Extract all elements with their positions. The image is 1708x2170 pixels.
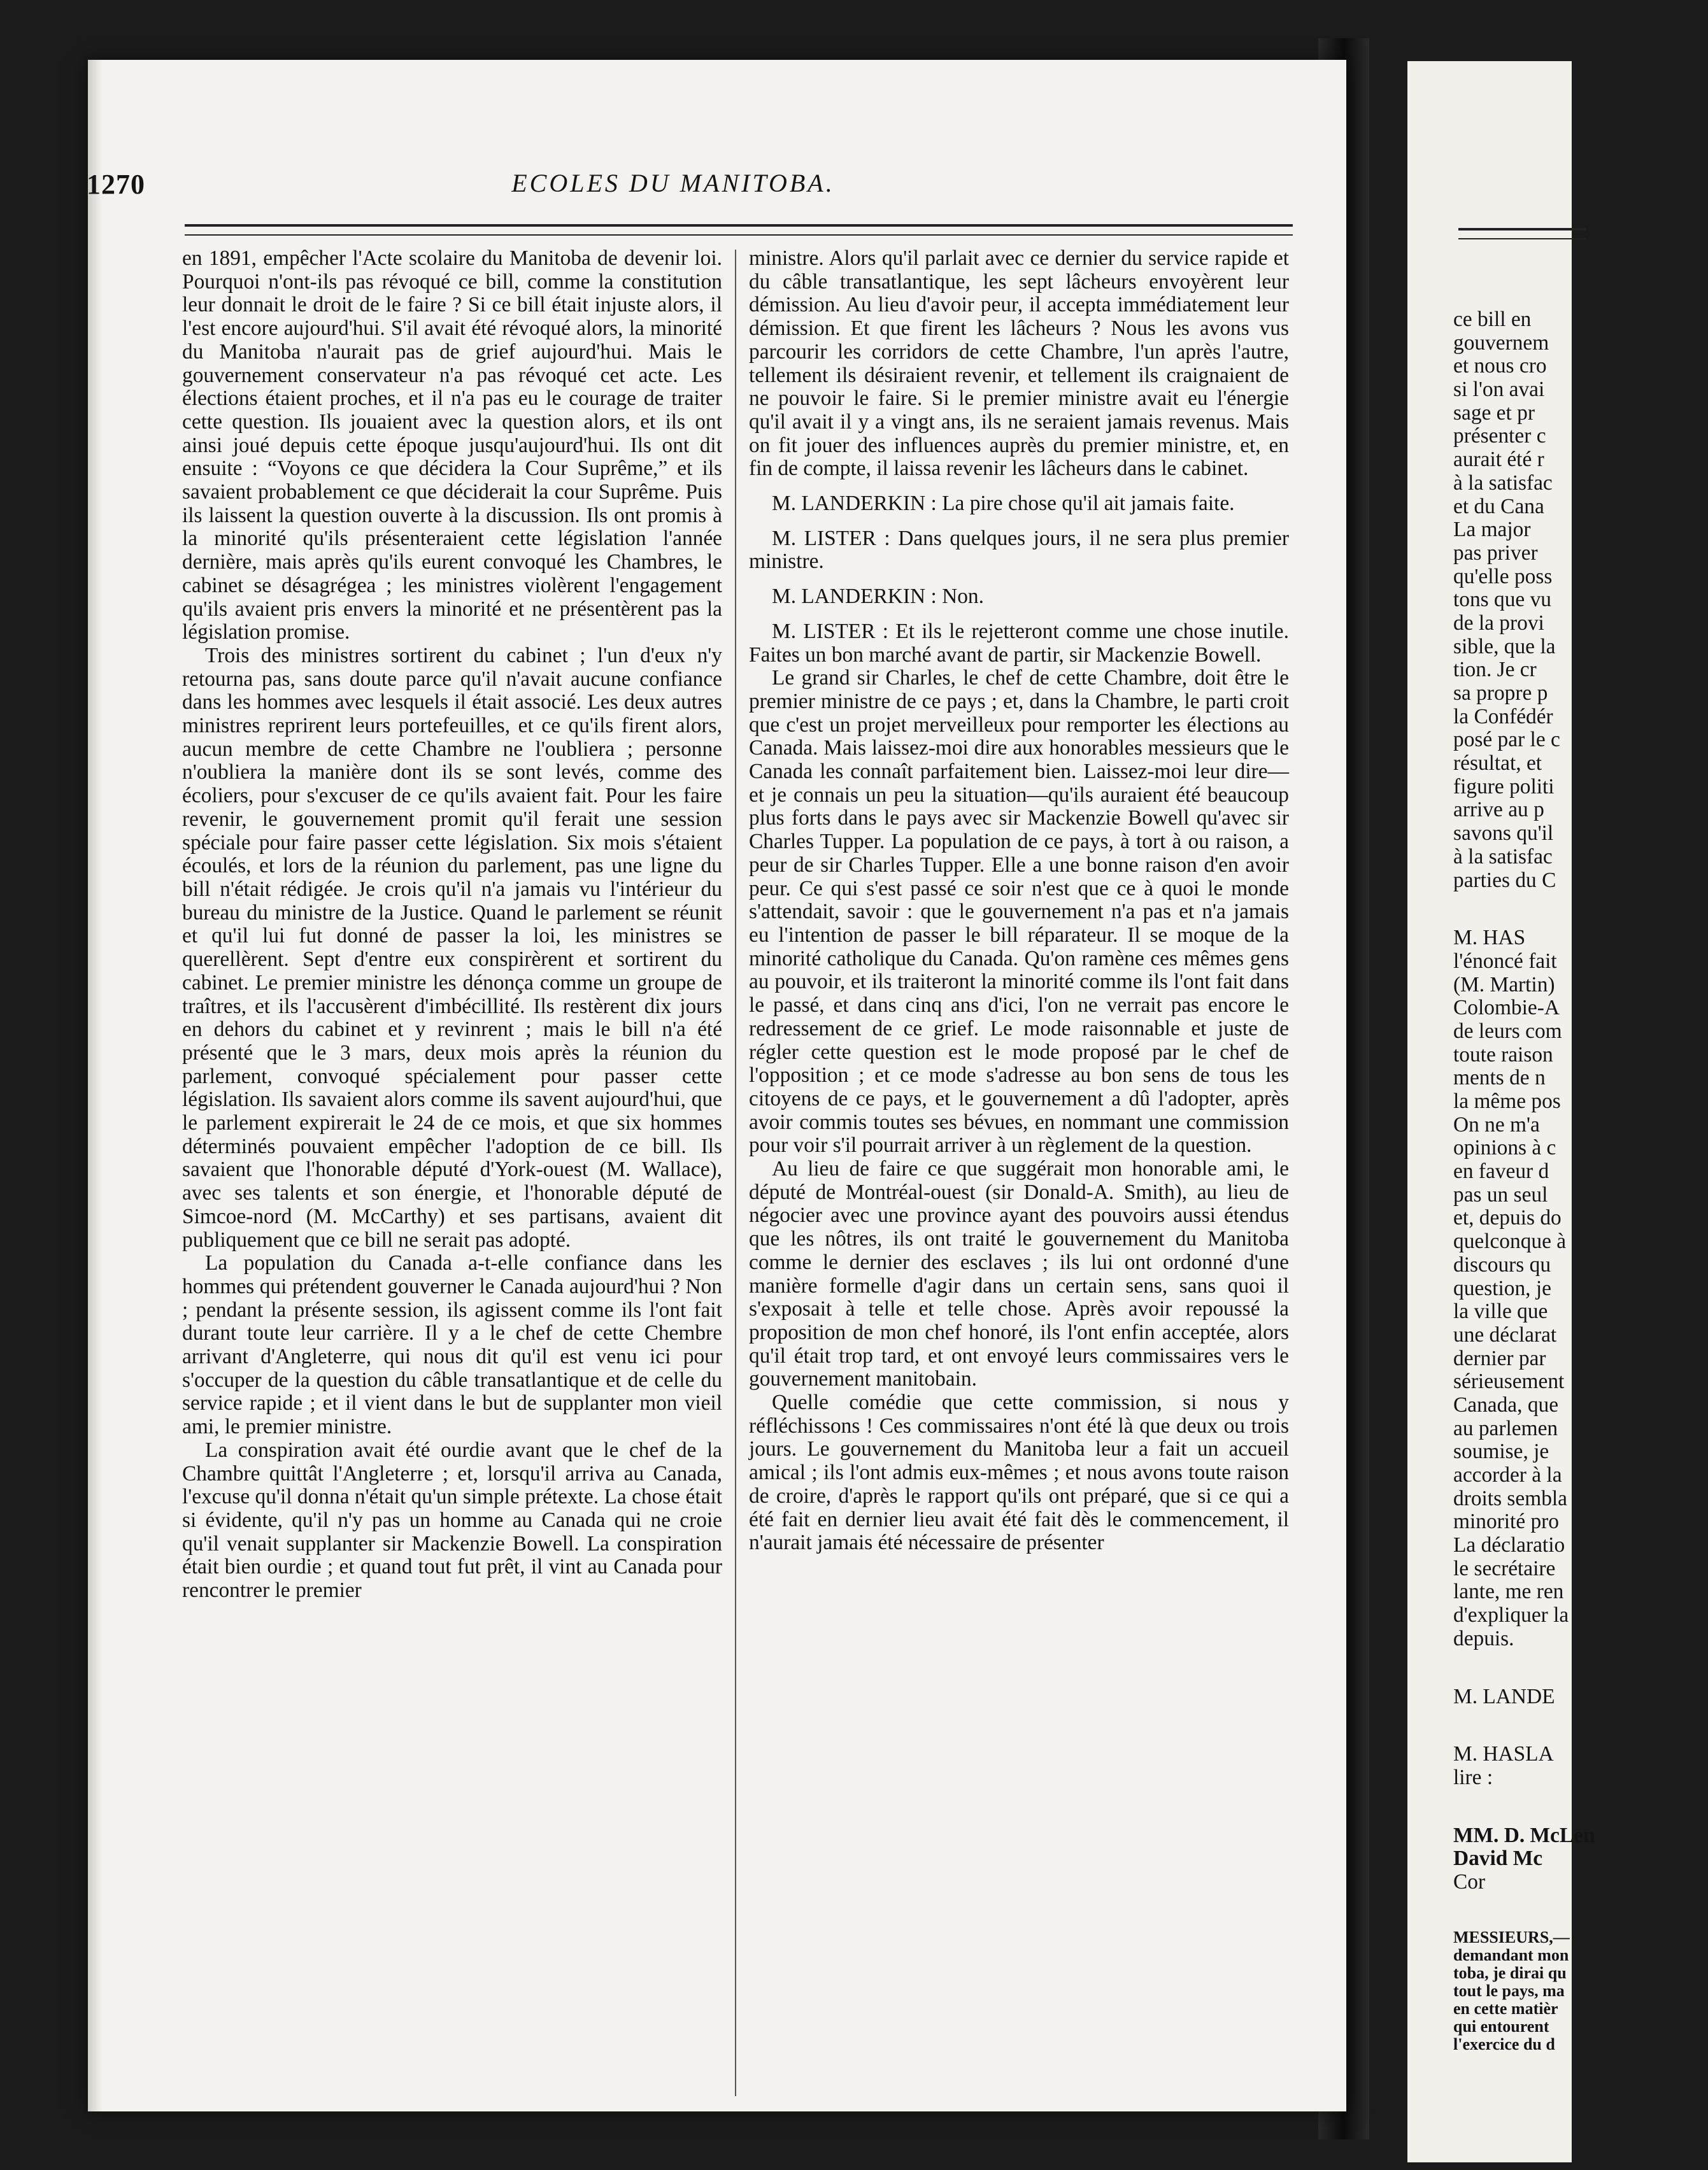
text-line: ments de n xyxy=(1453,1066,1546,1090)
text-line: On ne m'a xyxy=(1453,1112,1540,1137)
text-line: droits sembla xyxy=(1453,1486,1567,1510)
text-line: lire : xyxy=(1453,1765,1493,1789)
text-line: dernier par xyxy=(1453,1346,1546,1370)
text-line: si l'on avai xyxy=(1453,378,1545,402)
text-line: La major xyxy=(1453,518,1531,542)
speech-text: Dans quelques jours, il ne sera plus premier ministre. xyxy=(749,526,1289,574)
text-line: et nous cro xyxy=(1453,354,1547,378)
text-line: tion. Je cr xyxy=(1453,658,1537,682)
paragraph: ministre. Alors qu'il parlait avec ce dernier du service rapide et du câble transatlantique, les sept lâcheurs envoyèrent leur démission. Au lieu d'avoir peur, il accepta immédiatement leur démission. Et que firent les lâcheurs ? Nous les avons vus parcourir les corridors de cette Chambre, l'un après l'autre, tellement ils désiraient revenir, et tellement ils craignaient de ne pouvoir le faire. Si le premier ministre avait eu l'énergie qu'il avait il y a vingt ans, ils ne seraient jamais revenus. Mais on fit jouer des influences auprès du premier ministre, et, en fin de compte, il laissa revenir les lâcheurs dans le cabinet. xyxy=(749,246,1289,481)
speech xyxy=(749,492,1289,516)
text-line xyxy=(1453,892,1708,926)
text-line xyxy=(1453,1790,1708,1824)
left-column xyxy=(182,247,722,1603)
speaker-name: M. LANDERKIN : xyxy=(772,492,937,516)
paragraph: La population du Canada a-t-elle confiance dans les hommes qui prétendent gouverner le Canada aujourd'hui ? Non ; pendant la présente session, ils agissent comme ils l'ont fait durant toute leur carrière. Il y a le chef de cette Chembre arrivant d'Angleterre, qui nous dit qu'il est venu ici pour s'occuper de la question du câble transatlantique et de celle du service rapide ; et il vient dans le but de supplanter mon vieil ami, le premier ministre. xyxy=(182,1251,722,1439)
text-line: ce bill en xyxy=(1453,308,1532,331)
text-line: de la provi xyxy=(1453,611,1544,635)
text-line: l'exercice du d xyxy=(1453,2034,1555,2053)
header-rule-thin xyxy=(1458,238,1586,239)
text-line: et du Cana xyxy=(1453,494,1544,518)
paragraph: Le grand sir Charles, le chef de cette Chambre, doit être le premier ministre de ce pays ; et, dans la Chambre, le parti croit que c'est un projet merveilleux pour remporter les élections au Canada. Mais laissez-moi dire aux honorables messieurs que le Canada les connaît parfaitement bien. Laissez-moi leur dire—et je connais un peu la situation—qu'ils auraient été beaucoup plus forts dans le pays avec sir Mackenzie Bowell qu'avec sir Charles Tupper. La population de ce pays, à tort à ou raison, a peur de sir Charles Tupper. Elle a une bonne raison d'en avoir peur. Ce qui s'est passé ce soir n'est que ce à quoi le monde s'attendait, savoir : que le gouvernement n'a pas et n'a jamais eu l'intention de passer le bill réparateur. Il se moque de la minorité catholique du Canada. Qu'on ramène ces mêmes gens au pouvoir, et ils traiteront la minorité comme ils l'ont fait dans le passé, et dans cinq ans d'ici, l'on ne verrait pas encore le redressement de ce grief. Le mode raisonnable et juste de régler cette question est le mode proposé par le chef de l'opposition ; et ce mode s'adresse au bon sens de tous les citoyens de ce pays, et le gouvernement a dû l'adopter, après avoir commis toutes ses bévues, en nommant une commission pour voir s'il pourrait arriver à un règlement de la question. xyxy=(749,666,1289,1158)
text-line: sérieusement xyxy=(1453,1370,1565,1394)
next-page-fragment xyxy=(1407,61,1595,2162)
text-line: posé par le c xyxy=(1453,728,1560,752)
text-line: lante, me ren xyxy=(1453,1580,1564,1604)
text-line: sible, que la xyxy=(1453,634,1556,658)
text-line: MM. D. McLen xyxy=(1453,1823,1595,1847)
text-line: La déclaratio xyxy=(1453,1533,1565,1557)
header-rule-thin xyxy=(185,234,1293,236)
speaker-name: M. LISTER : xyxy=(772,526,890,550)
page-edge xyxy=(88,60,102,2111)
text-line: figure politi xyxy=(1453,774,1555,798)
header-rule xyxy=(185,224,1293,227)
text-line: gouvernem xyxy=(1453,330,1549,355)
text-line xyxy=(1453,1708,1708,1743)
text-line: à la satisfac xyxy=(1453,471,1553,495)
speech xyxy=(749,585,1289,609)
text-line: M. LANDE xyxy=(1453,1684,1555,1708)
text-line: en cette matièr xyxy=(1453,1999,1558,2018)
paragraph: Trois des ministres sortirent du cabinet ; l'un d'eux n'y retourna pas, sans doute parce qu'il n'avait aucune confiance dans les hommes avec lesquels il était associé. Les deux autres ministres reprirent leurs portefeuilles, et ce qu'ils firent alors, aucun membre de cette Chambre ne l'oubliera ; personne n'oubliera la manière dont ils se sont levés, comme des écoliers, pour s'excuser de ce qu'ils avaient fait. Pour les faire revenir, le gouvernement promit qu'il ferait une session spéciale pour faire passer cette législation. Six mois s'étaient écoulés, et lors de la réunion du parlement, pas une ligne du bill n'était rédigée. Je crois qu'il n'a jamais vu l'intérieur du bureau du ministre de la Justice. Quand le parlement se réunit et qu'il lui fut donné de passer la loi, les ministres se querellèrent. Sept d'entre eux conspirèrent et sortirent du cabinet. Le premier ministre les dénonça comme un groupe de traîtres, et ils l'accusèrent d'imbécillité. Ils restèrent dix jours en dehors du cabinet et y revinrent ; mais le bill n'a été présenté que le 3 mars, deux mois après la réunion du parlement, convoqué spécialement pour passer cette législation. Ils savaient alors comme ils savent aujourd'hui, que le parlement expirerait le 24 de ce mois, et que six hommes déterminés pouvaient empêcher l'adoption de ce bill. Ils savaient que l'honorable député d'York-ouest (M. Wallace), avec ses talents et son énergie, et l'honorable député de Simcoe-nord (M. McCarthy) et ses partisans, avaient dit publiquement que ce bill ne serait pas adopté. xyxy=(182,643,722,1252)
text-line: David Mc xyxy=(1453,1847,1543,1871)
text-line: Cor xyxy=(1453,1869,1486,1894)
speech xyxy=(749,527,1289,574)
text-line: tout le pays, ma xyxy=(1453,1981,1565,2000)
text-line: l'énoncé fait xyxy=(1453,949,1557,973)
text-line: sa propre p xyxy=(1453,681,1548,705)
text-line: tons que vu xyxy=(1453,588,1551,612)
text-line: d'expliquer la xyxy=(1453,1603,1569,1627)
text-line: M. HAS xyxy=(1453,926,1526,950)
text-line: discours qu xyxy=(1453,1252,1551,1277)
text-line: M. HASLA xyxy=(1453,1742,1554,1766)
text-line: une déclarat xyxy=(1453,1323,1557,1347)
text-line: la même pos xyxy=(1453,1089,1561,1113)
text-line: savons qu'il xyxy=(1453,821,1554,846)
text-line: sage et pr xyxy=(1453,401,1535,425)
next-page-lines xyxy=(1453,308,1708,2053)
text-line: la ville que xyxy=(1453,1300,1548,1324)
text-line: pas priver xyxy=(1453,541,1538,565)
running-head: ECOLES DU MANITOBA. xyxy=(511,169,835,197)
text-line: depuis. xyxy=(1453,1626,1514,1650)
text-line: au parlemen xyxy=(1453,1416,1558,1440)
column-divider xyxy=(735,250,736,2096)
text-line: résultat, et xyxy=(1453,751,1542,776)
text-line: soumise, je xyxy=(1453,1440,1549,1464)
text-line xyxy=(1453,1651,1708,1685)
text-line: Canada, que xyxy=(1453,1393,1559,1417)
header-rule xyxy=(1458,228,1586,230)
text-line: quelconque à xyxy=(1453,1230,1567,1254)
text-line: accorder à la xyxy=(1453,1463,1562,1487)
text-line xyxy=(1453,1894,1708,1929)
speaker-name: M. LANDERKIN : xyxy=(772,585,937,609)
paragraph: La conspiration avait été ourdie avant que le chef de la Chambre quittât l'Angleterre ; et, lorsqu'il arriva au Canada, l'excuse qu'il donna n'était qu'un simple prétexte. La chose était si évidente, qu'il n'y pas un homme au Canada qui ne croie qu'il venait supplanter sir Mackenzie Bowell. La conspiration était bien ourdie ; et quand tout fut prêt, il vint au Canada pour rencontrer le premier xyxy=(182,1438,722,1603)
text-line: présenter c xyxy=(1453,424,1546,448)
text-line: MESSIEURS,— xyxy=(1453,1927,1570,1947)
speech xyxy=(749,620,1289,667)
paragraph: en 1891, empêcher l'Acte scolaire du Manitoba de devenir loi. Pourquoi n'ont-ils pas révoqué ce bill, comme la constitution leur donnait le droit de le faire ? Si ce bill était injuste alors, il l'est encore aujourd'hui. S'il avait été révoqué alors, la minorité du Manitoba n'aurait pas de grief aujourd'hui. Mais le gouvernement conservateur n'a pas révoqué cet acte. Les élections étaient proches, et il n'a pas eu le courage de traiter cette question. Ils jouaient avec la question alors, et ils ont ainsi joué depuis cette époque jusqu'aujourd'hui. Ils ont dit ensuite : “Voyons ce que décidera la Cour Suprême,” et ils savaient probablement ce que déciderait la cour Suprême. Puis ils laissent la question ouverte à la discussion. Ils ont promis à la minorité qu'ils présenteraient cette législation l'année dernière, mais après qu'ils eurent convoqué les Chambres, le cabinet se désagrégea ; les ministres violèrent l'engagement qu'ils avaient pris envers la minorité et ne présentèrent pas la législation promise. xyxy=(182,246,722,644)
speech-text: La pire chose qu'il ait jamais faite. xyxy=(942,492,1235,516)
text-line: le secrétaire xyxy=(1453,1556,1556,1580)
text-line: qui entourent xyxy=(1453,2017,1549,2036)
text-line: et, depuis do xyxy=(1453,1206,1562,1230)
text-line: aurait été r xyxy=(1453,448,1544,472)
text-line: parties du C xyxy=(1453,868,1556,892)
text-line: de leurs com xyxy=(1453,1019,1562,1043)
text-line: la Confédér xyxy=(1453,704,1553,728)
text-line: qu'elle poss xyxy=(1453,564,1553,588)
text-line: toute raison xyxy=(1453,1042,1553,1067)
text-line: toba, je dirai qu xyxy=(1453,1963,1567,1982)
text-line: (M. Martin) xyxy=(1453,972,1555,996)
text-line: Colombie-A xyxy=(1453,996,1560,1020)
text-line: demandant mon xyxy=(1453,1945,1569,1964)
paragraph: Au lieu de faire ce que suggérait mon honorable ami, le député de Montréal-ouest (sir Donald-A. Smith), au lieu de négocier avec une province ayant des pouvoirs aussi étendus que les nôtres, ils ont traité le gouvernement du Manitoba comme le dernier des esclaves ; ils lui ont ordonné d'une manière formelle d'agir dans un certain sens, sans quoi il s'exposait à telle et telle chose. Après avoir repoussé la proposition de mon chef honoré, ils l'ont enfin acceptée, alors qu'il était trop tard, et ont envoyé leurs commissaires vers le gouvernement manitobain. xyxy=(749,1157,1289,1391)
text-line: pas un seul xyxy=(1453,1182,1548,1207)
right-column xyxy=(749,247,1289,1555)
text-line: opinions à c xyxy=(1453,1136,1556,1160)
speaker-name: M. LISTER : xyxy=(772,619,889,643)
text-line: arrive au p xyxy=(1453,798,1544,822)
speech-text: Non. xyxy=(942,585,984,609)
paragraph: Quelle comédie que cette commission, si nous y réfléchissons ! Ces commissaires n'ont été là que deux ou trois jours. Le gouvernement du Manitoba leur a fait un accueil amical ; ils l'ont admis eux-mêmes ; et nous avons toute raison de croire, d'après le rapport qu'ils ont préparé, que si ce qui a été fait en dernier lieu avait été fait dès le commencement, il n'aurait jamais été nécessaire de présenter xyxy=(749,1391,1289,1555)
text-line: minorité pro xyxy=(1453,1510,1559,1534)
text-line: en faveur d xyxy=(1453,1159,1549,1184)
text-line: question, je xyxy=(1453,1276,1551,1300)
text-line: à la satisfac xyxy=(1453,844,1553,869)
speech-text: Et ils le rejetteront comme une chose inutile. Faites un bon marché avant de partir, sir Mackenzie Bowell. xyxy=(749,619,1289,667)
page-number: 1270 xyxy=(87,169,145,200)
